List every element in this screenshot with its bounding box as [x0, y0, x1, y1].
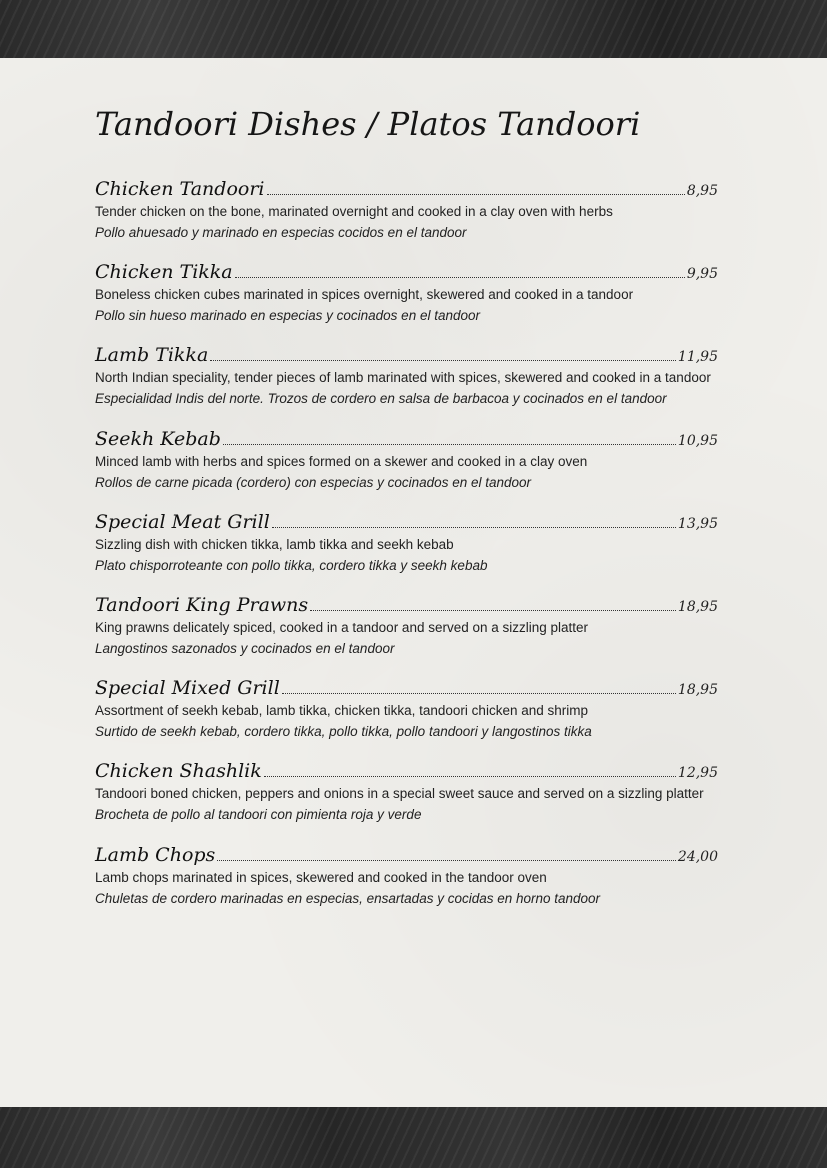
menu-item-description: Lamb chops marinated in spices, skewered and cooked in the tandoor oven [95, 869, 547, 885]
menu-item-description-spanish: Chuletas de cordero marinadas en especias, ensartadas y cocidas en horno tandoor [95, 890, 601, 906]
menu-item-description: Sizzling dish with chicken tikka, lamb tikka and seekh kebab [95, 536, 454, 552]
menu-item [95, 675, 775, 758]
menu-item-description: Minced lamb with herbs and spices formed on a skewer and cooked in a clay oven [95, 453, 588, 469]
page-title: Tandoori Dishes / Platos Tandoori [95, 105, 641, 143]
menu-item-description: Boneless chicken cubes marinated in spices overnight, skewered and cooked in a tandoor [95, 287, 634, 303]
menu-item [95, 842, 775, 925]
dot-leader [310, 610, 676, 611]
menu-item-list [95, 176, 775, 925]
menu-item-description-spanish: Especialidad Indis del norte. Trozos de cordero en salsa de barbacoa y cocinados en el tandoor [95, 391, 667, 407]
menu-item [95, 426, 775, 509]
menu-item-name: Lamb Chops [95, 843, 216, 866]
dot-leader [235, 277, 685, 278]
menu-item-description: North Indian speciality, tender pieces of lamb marinated with spices, skewered and cooked in a tandoor [95, 370, 711, 386]
menu-item [95, 259, 775, 342]
menu-item-price: 18,95 [677, 598, 718, 615]
menu-item-header [95, 342, 718, 368]
menu-item-description-spanish: Brocheta de pollo al tandoori con pimienta roja y verde [95, 807, 422, 823]
menu-item-header [95, 176, 718, 202]
dot-leader [267, 194, 685, 195]
menu-item-price: 8,95 [686, 183, 718, 199]
menu-item-price: 11,95 [677, 349, 718, 366]
menu-item-description-spanish: Pollo sin hueso marinado en especias y cocinados en el tandoor [95, 308, 480, 324]
menu-item-description-spanish: Langostinos sazonados y cocinados en el tandoor [95, 640, 395, 656]
menu-item [95, 509, 775, 592]
menu-item-header [95, 592, 718, 618]
menu-item-price: 12,95 [677, 765, 718, 782]
menu-item-description: Tender chicken on the bone, marinated overnight and cooked in a clay oven with herbs [95, 204, 613, 219]
menu-item-header [95, 842, 718, 868]
menu-item-description-spanish: Pollo ahuesado y marinado en especias cocidos en el tandoor [95, 225, 467, 240]
menu-item-name: Lamb Tikka [95, 344, 209, 367]
dot-leader [264, 776, 676, 777]
dot-leader [210, 360, 676, 361]
menu-item-name: Special Meat Grill [95, 510, 270, 533]
menu-item-description: Assortment of seekh kebab, lamb tikka, chicken tikka, tandoori chicken and shrimp [95, 703, 588, 719]
menu-item-name: Chicken Tandoori [95, 178, 265, 200]
menu-item-name: Seekh Kebab [95, 427, 221, 450]
menu-item-description-spanish: Surtido de seekh kebab, cordero tikka, pollo tikka, pollo tandoori y langostinos tikka [95, 724, 592, 740]
menu-item-name: Tandoori King Prawns [95, 593, 309, 616]
dot-leader [272, 527, 676, 528]
menu-item-price: 13,95 [677, 515, 718, 532]
dot-leader [282, 693, 676, 694]
menu-item-header [95, 509, 718, 535]
menu-item-price: 18,95 [677, 682, 718, 699]
dot-leader [223, 444, 676, 445]
menu-item-price: 24,00 [677, 848, 718, 865]
menu-item [95, 758, 775, 841]
menu-item [95, 342, 775, 425]
menu-item [95, 592, 775, 675]
menu-item-header [95, 675, 718, 701]
top-stone-band [0, 0, 827, 58]
menu-item-description-spanish: Rollos de carne picada (cordero) con especias y cocinados en el tandoor [95, 474, 532, 490]
menu-item-price: 9,95 [686, 266, 718, 283]
dot-leader [217, 860, 676, 861]
menu-item-description: King prawns delicately spiced, cooked in a tandoor and served on a sizzling platter [95, 619, 589, 635]
menu-item-name: Special Mixed Grill [95, 677, 280, 700]
menu-item-header [95, 259, 718, 285]
menu-item-header [95, 426, 718, 452]
menu-item-description: Tandoori boned chicken, peppers and onions in a special sweet sauce and served on a sizzling platter [95, 786, 704, 802]
bottom-stone-band [0, 1107, 827, 1168]
menu-item [95, 176, 775, 259]
menu-item-price: 10,95 [677, 432, 718, 449]
menu-item-header [95, 758, 718, 784]
menu-item-name: Chicken Shashlik [95, 760, 262, 783]
menu-item-name: Chicken Tikka [95, 261, 233, 284]
menu-item-description-spanish: Plato chisporroteante con pollo tikka, cordero tikka y seekh kebab [95, 557, 488, 573]
